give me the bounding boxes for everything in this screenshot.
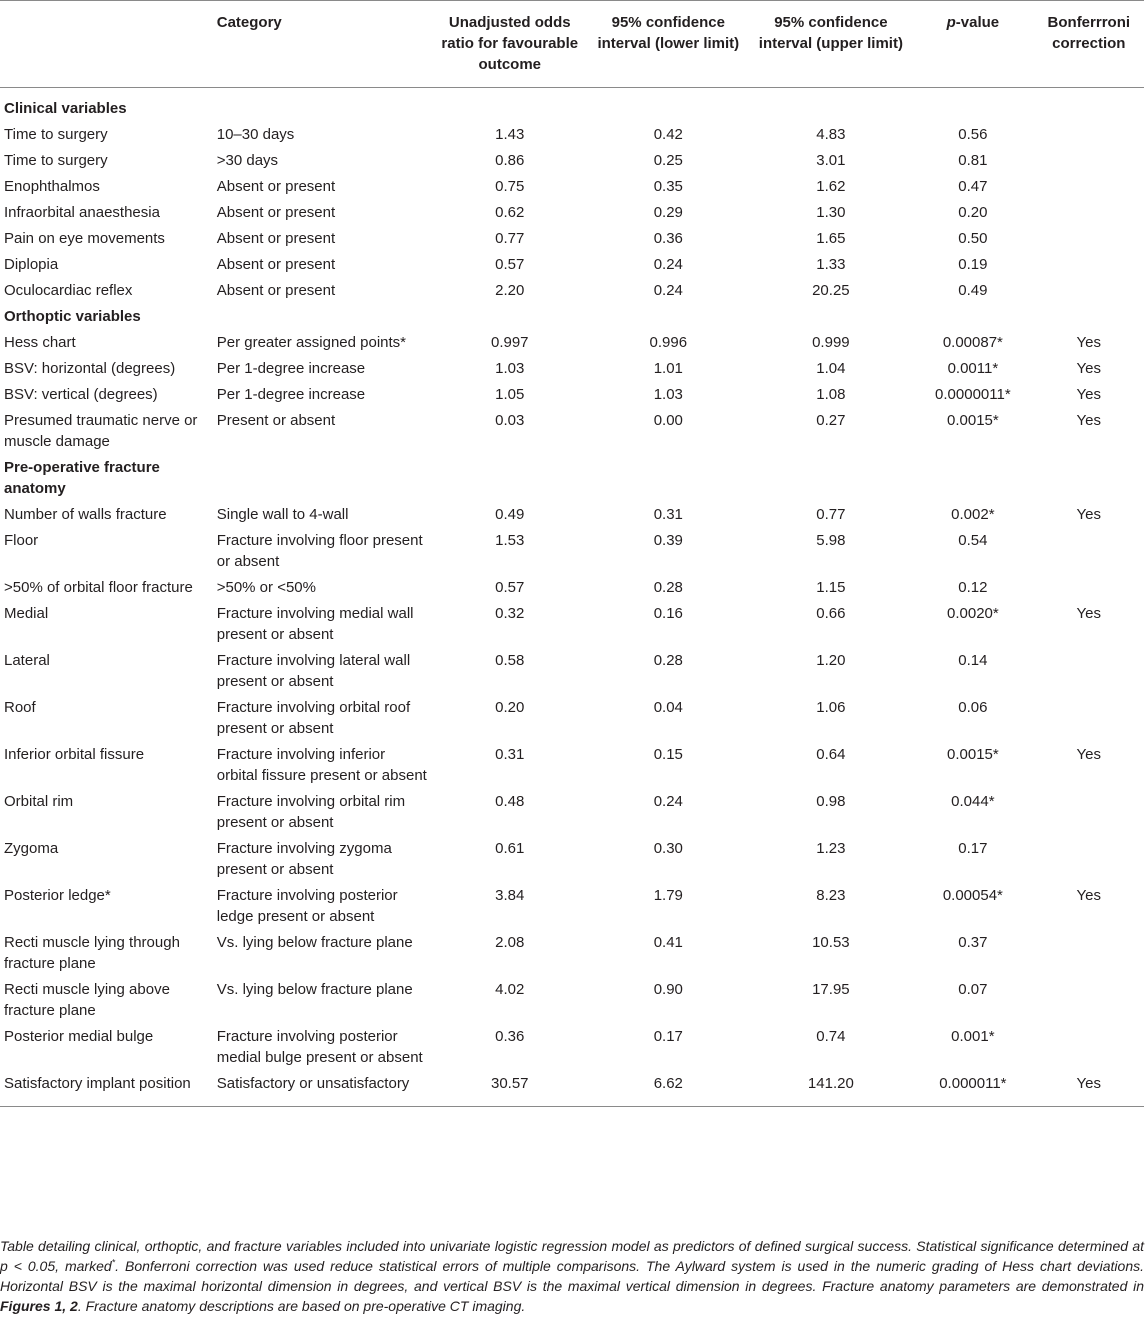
footnote-part2: . Bonferroni correction was used reduce statistical errors of multiple comparisons. The Aylward system is used in the numeric grading of Hess chart deviations. Horizontal BSV is the maximal horizontal dimension in degrees, and vertical BSV is the maximal vertical dimension in degrees. Fracture anatomy parameters are demonstrated in xyxy=(0,1258,1145,1294)
cell-p-value: 0.00054* xyxy=(942,887,1003,904)
table-row xyxy=(0,226,1144,252)
table-row xyxy=(0,382,1144,408)
header-variable xyxy=(0,1,213,88)
cell-variable: Oculocardiac reflex xyxy=(4,282,133,299)
cell-odds-ratio: 1.53 xyxy=(495,532,525,549)
cell-variable: Recti muscle lying above fracture plane xyxy=(4,981,170,1019)
cell-variable: Roof xyxy=(4,699,36,716)
table-row xyxy=(0,528,1144,575)
section-row xyxy=(0,455,1144,502)
cell-p-value: 0.12 xyxy=(958,579,988,596)
cell-ci-upper: 0.64 xyxy=(816,746,846,763)
cell-ci-upper: 1.04 xyxy=(816,360,846,377)
cell-p-value: 0.0015* xyxy=(947,412,999,429)
header-row xyxy=(0,1,1144,88)
cell-bonferroni xyxy=(1034,200,1144,226)
cell-category: Absent or present xyxy=(216,178,336,195)
cell-ci-upper: 3.01 xyxy=(816,152,846,169)
table-row xyxy=(0,789,1144,836)
cell-ci-upper: 10.53 xyxy=(812,934,850,951)
cell-category: Single wall to 4-wall xyxy=(216,506,349,523)
cell-odds-ratio: 2.20 xyxy=(495,282,525,299)
header-category: Category xyxy=(216,14,282,31)
cell-ci-upper: 1.23 xyxy=(816,840,846,857)
cell-bonferroni xyxy=(1034,148,1144,174)
section-row xyxy=(0,304,1144,330)
cell-variable: Diplopia xyxy=(4,256,59,273)
cell-ci-upper: 1.33 xyxy=(816,256,846,273)
cell-ci-lower: 0.996 xyxy=(649,334,688,351)
cell-ci-lower: 0.04 xyxy=(653,699,683,716)
cell-bonferroni: Yes xyxy=(1076,887,1102,904)
cell-bonferroni: Yes xyxy=(1076,1075,1102,1092)
cell-ci-upper: 0.77 xyxy=(816,506,846,523)
cell-category: Fracture involving medial wall present or absent xyxy=(216,605,414,643)
cell-variable: Enophthalmos xyxy=(4,178,100,195)
cell-odds-ratio: 3.84 xyxy=(495,887,525,904)
cell-category: Per 1-degree increase xyxy=(216,360,366,377)
cell-category: Satisfactory or unsatisfactory xyxy=(216,1075,410,1092)
cell-bonferroni: Yes xyxy=(1076,386,1102,403)
cell-ci-upper: 1.06 xyxy=(816,699,846,716)
cell-ci-lower: 0.35 xyxy=(653,178,683,195)
table-row xyxy=(0,252,1144,278)
cell-category: Fracture involving posterior ledge present or absent xyxy=(216,887,398,925)
section-spacer xyxy=(213,304,1144,330)
section-title: Clinical variables xyxy=(4,100,127,117)
cell-variable: Posterior ledge* xyxy=(4,887,111,904)
cell-p-value: 0.002* xyxy=(951,506,995,523)
cell-variable: Pain on eye movements xyxy=(4,230,165,247)
cell-bonferroni xyxy=(1034,122,1144,148)
cell-category: >50% or <50% xyxy=(216,579,316,596)
cell-bonferroni: Yes xyxy=(1076,412,1102,429)
cell-variable: Medial xyxy=(4,605,49,622)
cell-ci-lower: 0.24 xyxy=(653,282,683,299)
cell-bonferroni xyxy=(1034,226,1144,252)
header-p-italic: p xyxy=(946,14,956,31)
cell-category: Fracture involving orbital rim present or absent xyxy=(216,793,406,831)
header-p-value xyxy=(912,1,1033,88)
cell-ci-upper: 141.20 xyxy=(807,1075,854,1092)
cell-bonferroni xyxy=(1034,648,1144,695)
cell-bonferroni xyxy=(1034,252,1144,278)
cell-p-value: 0.0011* xyxy=(947,360,999,377)
cell-p-value: 0.37 xyxy=(958,934,988,951)
cell-ci-lower: 0.25 xyxy=(653,152,683,169)
cell-odds-ratio: 30.57 xyxy=(490,1075,529,1092)
cell-ci-upper: 1.20 xyxy=(816,652,846,669)
table-row xyxy=(0,977,1144,1024)
cell-variable: Posterior medial bulge xyxy=(4,1028,154,1045)
cell-ci-lower: 1.79 xyxy=(653,887,683,904)
cell-ci-upper: 17.95 xyxy=(812,981,850,998)
table-body xyxy=(0,88,1144,1107)
cell-ci-upper: 0.98 xyxy=(816,793,846,810)
cell-bonferroni: Yes xyxy=(1076,746,1102,763)
cell-category: Fracture involving floor present or absent xyxy=(216,532,423,570)
cell-ci-lower: 0.16 xyxy=(653,605,683,622)
header-ci-lower: 95% confidence interval (lower limit) xyxy=(597,14,740,52)
cell-ci-lower: 0.31 xyxy=(653,506,683,523)
cell-odds-ratio: 0.36 xyxy=(495,1028,525,1045)
table-row xyxy=(0,408,1144,455)
cell-odds-ratio: 1.05 xyxy=(495,386,525,403)
cell-odds-ratio: 0.03 xyxy=(495,412,525,429)
cell-bonferroni xyxy=(1034,695,1144,742)
cell-odds-ratio: 0.61 xyxy=(495,840,525,857)
table-row xyxy=(0,601,1144,648)
cell-p-value: 0.00087* xyxy=(942,334,1003,351)
cell-variable: Hess chart xyxy=(4,334,76,351)
table-row xyxy=(0,122,1144,148)
section-title: Orthoptic variables xyxy=(4,308,141,325)
cell-variable: BSV: vertical (degrees) xyxy=(4,386,158,403)
cell-p-value: 0.0000011* xyxy=(935,386,1011,403)
cell-ci-upper: 1.62 xyxy=(816,178,846,195)
cell-p-value: 0.06 xyxy=(958,699,988,716)
cell-ci-lower: 0.29 xyxy=(653,204,683,221)
table-row xyxy=(0,278,1144,304)
cell-category: Fracture involving orbital roof present or absent xyxy=(216,699,411,737)
cell-p-value: 0.001* xyxy=(951,1028,995,1045)
cell-p-value: 0.14 xyxy=(958,652,988,669)
table-row xyxy=(0,883,1144,930)
cell-variable: Lateral xyxy=(4,652,50,669)
cell-category: Per 1-degree increase xyxy=(216,386,366,403)
cell-odds-ratio: 0.57 xyxy=(495,579,525,596)
cell-bonferroni: Yes xyxy=(1076,506,1102,523)
cell-odds-ratio: 0.75 xyxy=(495,178,525,195)
cell-p-value: 0.50 xyxy=(958,230,988,247)
footnote-part1: Table detailing clinical, orthoptic, and fracture variables included into univariate logistic regression model as predictors of defined surgical success. Statistical significance determined at p < 0.05, marked xyxy=(0,1238,1144,1274)
table-row xyxy=(0,648,1144,695)
cell-ci-lower: 0.28 xyxy=(653,652,683,669)
cell-bonferroni xyxy=(1034,836,1144,883)
table-row xyxy=(0,836,1144,883)
header-bonferroni: Bonferrroni correction xyxy=(1047,14,1131,52)
section-title: Pre-operative fracture anatomy xyxy=(4,459,160,497)
cell-variable: Satisfactory implant position xyxy=(4,1075,191,1092)
section-row xyxy=(0,88,1144,123)
cell-p-value: 0.19 xyxy=(958,256,988,273)
cell-p-value: 0.0020* xyxy=(947,605,999,622)
cell-ci-lower: 0.39 xyxy=(653,532,683,549)
cell-odds-ratio: 4.02 xyxy=(495,981,525,998)
header-p-rest: -value xyxy=(955,14,1000,31)
cell-variable: BSV: horizontal (degrees) xyxy=(4,360,176,377)
cell-ci-upper: 1.65 xyxy=(816,230,846,247)
footnote-figures-link[interactable]: Figures 1, 2 xyxy=(0,1298,78,1314)
cell-ci-lower: 0.15 xyxy=(653,746,683,763)
cell-ci-lower: 1.01 xyxy=(653,360,683,377)
table-header xyxy=(0,1,1144,88)
cell-category: Absent or present xyxy=(216,282,336,299)
table-row xyxy=(0,1071,1144,1107)
cell-bonferroni: Yes xyxy=(1076,605,1102,622)
cell-p-value: 0.56 xyxy=(958,126,988,143)
cell-ci-upper: 0.999 xyxy=(812,334,850,351)
cell-ci-lower: 0.42 xyxy=(653,126,683,143)
cell-bonferroni xyxy=(1034,977,1144,1024)
cell-variable: Inferior orbital fissure xyxy=(4,746,145,763)
cell-ci-upper: 0.27 xyxy=(816,412,846,429)
cell-ci-upper: 1.15 xyxy=(816,579,846,596)
cell-ci-lower: 0.17 xyxy=(653,1028,683,1045)
cell-category: 10–30 days xyxy=(216,126,295,143)
cell-ci-lower: 0.30 xyxy=(653,840,683,857)
cell-odds-ratio: 0.20 xyxy=(495,699,525,716)
table-row xyxy=(0,330,1144,356)
table-row xyxy=(0,1024,1144,1071)
cell-bonferroni xyxy=(1034,930,1144,977)
cell-category: Fracture involving inferior orbital fissure present or absent xyxy=(216,746,427,784)
header-odds-ratio: Unadjusted odds ratio for favourable outcome xyxy=(441,14,579,73)
cell-odds-ratio: 0.77 xyxy=(495,230,525,247)
table-row xyxy=(0,174,1144,200)
cell-p-value: 0.54 xyxy=(958,532,988,549)
cell-p-value: 0.47 xyxy=(958,178,988,195)
footnote-asterisk: * xyxy=(111,1257,116,1268)
table-row xyxy=(0,148,1144,174)
cell-p-value: 0.044* xyxy=(951,793,995,810)
cell-variable: >50% of orbital floor fracture xyxy=(4,579,193,596)
cell-variable: Number of walls fracture xyxy=(4,506,167,523)
section-spacer xyxy=(213,88,1144,123)
cell-ci-upper: 1.08 xyxy=(816,386,846,403)
cell-ci-lower: 0.24 xyxy=(653,793,683,810)
cell-variable: Recti muscle lying through fracture plane xyxy=(4,934,180,972)
cell-category: Vs. lying below fracture plane xyxy=(216,934,413,951)
cell-ci-lower: 0.24 xyxy=(653,256,683,273)
cell-odds-ratio: 1.43 xyxy=(495,126,525,143)
cell-odds-ratio: 0.49 xyxy=(495,506,525,523)
cell-category: Absent or present xyxy=(216,230,336,247)
cell-bonferroni: Yes xyxy=(1076,334,1102,351)
table-row xyxy=(0,930,1144,977)
cell-category: >30 days xyxy=(216,152,279,169)
cell-odds-ratio: 0.58 xyxy=(495,652,525,669)
table-row xyxy=(0,200,1144,226)
cell-ci-upper: 0.74 xyxy=(816,1028,846,1045)
cell-ci-lower: 0.00 xyxy=(653,412,683,429)
cell-variable: Time to surgery xyxy=(4,126,108,143)
cell-odds-ratio: 0.86 xyxy=(495,152,525,169)
cell-category: Present or absent xyxy=(216,412,336,429)
cell-variable: Presumed traumatic nerve or muscle damage xyxy=(4,412,198,450)
cell-odds-ratio: 0.31 xyxy=(495,746,525,763)
cell-ci-upper: 5.98 xyxy=(816,532,846,549)
header-ci-upper: 95% confidence interval (upper limit) xyxy=(758,14,903,52)
cell-ci-lower: 0.28 xyxy=(653,579,683,596)
cell-bonferroni xyxy=(1034,1024,1144,1071)
cell-ci-upper: 4.83 xyxy=(816,126,846,143)
cell-odds-ratio: 0.57 xyxy=(495,256,525,273)
table-footnote xyxy=(0,1236,1144,1316)
cell-bonferroni xyxy=(1034,528,1144,575)
cell-bonferroni xyxy=(1034,278,1144,304)
cell-odds-ratio: 2.08 xyxy=(495,934,525,951)
cell-category: Per greater assigned points* xyxy=(216,334,407,351)
cell-p-value: 0.000011* xyxy=(939,1075,1007,1092)
cell-category: Fracture involving lateral wall present or absent xyxy=(216,652,411,690)
cell-ci-lower: 0.36 xyxy=(653,230,683,247)
cell-category: Fracture involving posterior medial bulge present or absent xyxy=(216,1028,423,1066)
footnote-part3: . Fracture anatomy descriptions are based on pre-operative CT imaging. xyxy=(77,1298,526,1314)
cell-odds-ratio: 0.32 xyxy=(495,605,525,622)
cell-bonferroni xyxy=(1034,174,1144,200)
cell-category: Absent or present xyxy=(216,204,336,221)
cell-bonferroni xyxy=(1034,575,1144,601)
cell-ci-upper: 20.25 xyxy=(812,282,850,299)
table-row xyxy=(0,695,1144,742)
table-row xyxy=(0,742,1144,789)
cell-category: Absent or present xyxy=(216,256,336,273)
cell-ci-lower: 6.62 xyxy=(653,1075,683,1092)
cell-p-value: 0.07 xyxy=(958,981,988,998)
cell-bonferroni xyxy=(1034,789,1144,836)
cell-p-value: 0.20 xyxy=(958,204,988,221)
cell-ci-upper: 0.66 xyxy=(816,605,846,622)
table-row xyxy=(0,356,1144,382)
cell-variable: Floor xyxy=(4,532,39,549)
cell-ci-lower: 1.03 xyxy=(653,386,683,403)
cell-p-value: 0.81 xyxy=(958,152,988,169)
cell-category: Vs. lying below fracture plane xyxy=(216,981,413,998)
cell-ci-upper: 8.23 xyxy=(816,887,846,904)
cell-odds-ratio: 1.03 xyxy=(495,360,525,377)
cell-odds-ratio: 0.48 xyxy=(495,793,525,810)
cell-variable: Zygoma xyxy=(4,840,59,857)
cell-variable: Time to surgery xyxy=(4,152,108,169)
cell-odds-ratio: 0.997 xyxy=(490,334,529,351)
cell-p-value: 0.49 xyxy=(958,282,988,299)
cell-ci-upper: 1.30 xyxy=(816,204,846,221)
cell-ci-lower: 0.90 xyxy=(653,981,683,998)
table-row xyxy=(0,575,1144,601)
cell-variable: Infraorbital anaesthesia xyxy=(4,204,160,221)
table-row xyxy=(0,502,1144,528)
section-spacer xyxy=(213,455,1144,502)
cell-odds-ratio: 0.62 xyxy=(495,204,525,221)
cell-p-value: 0.17 xyxy=(958,840,988,857)
cell-bonferroni: Yes xyxy=(1076,360,1102,377)
cell-ci-lower: 0.41 xyxy=(653,934,683,951)
cell-category: Fracture involving zygoma present or absent xyxy=(216,840,392,878)
cell-variable: Orbital rim xyxy=(4,793,74,810)
cell-p-value: 0.0015* xyxy=(947,746,999,763)
